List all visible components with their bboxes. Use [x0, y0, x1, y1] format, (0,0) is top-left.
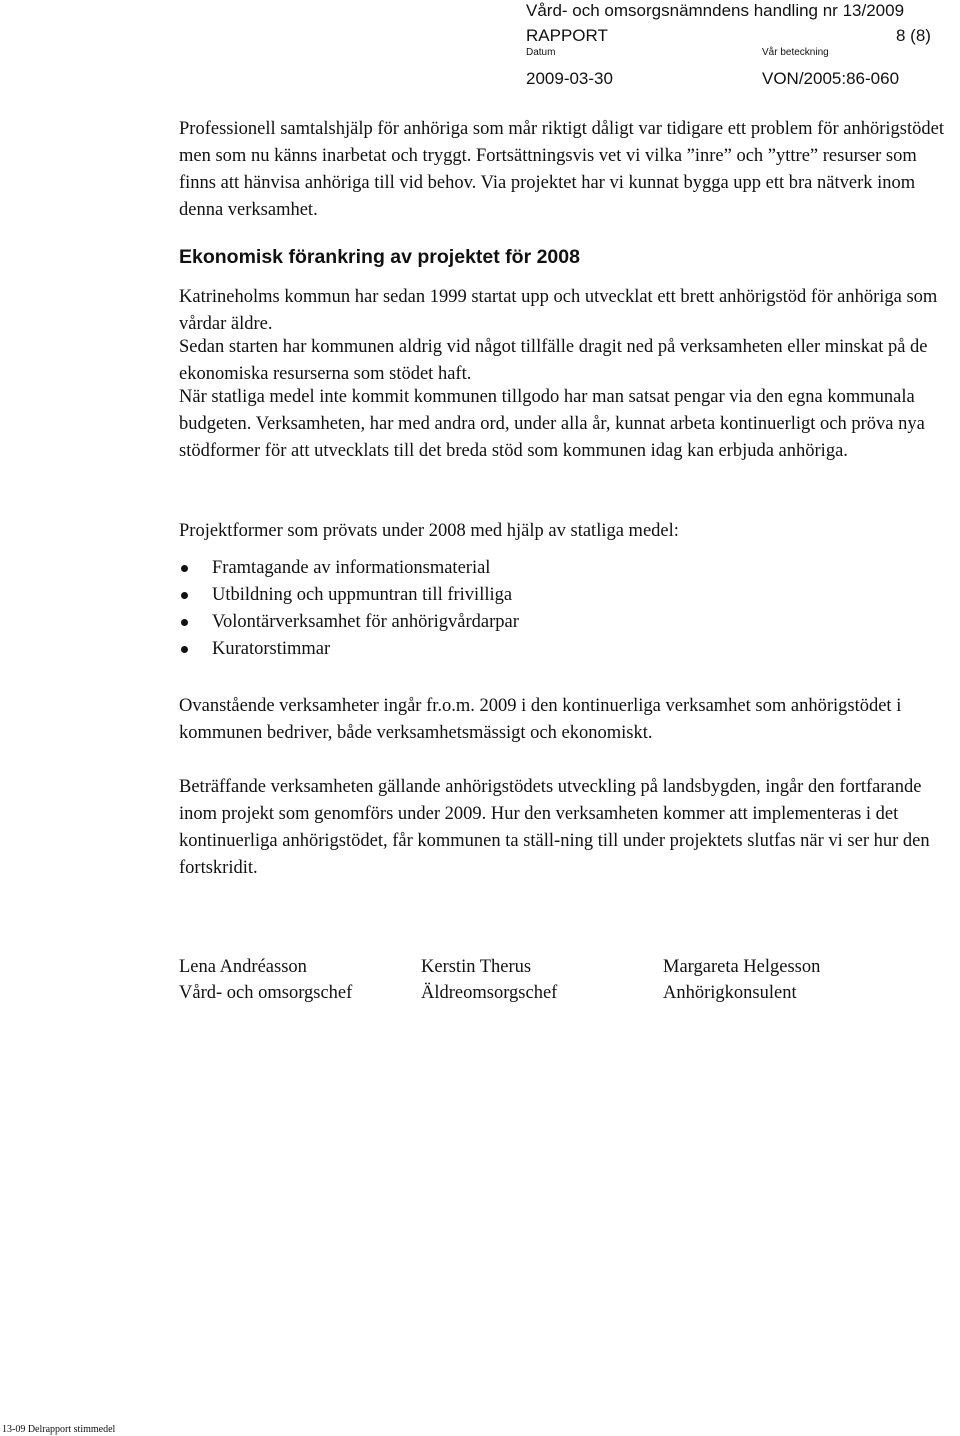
signature-name-1: Lena Andréasson	[179, 957, 307, 977]
signature-name-3: Margareta Helgesson	[663, 957, 821, 977]
page-number: 8 (8)	[896, 26, 931, 45]
projects-intro: Projektformer som prövats under 2008 med hjälp av statliga medel:	[179, 521, 679, 541]
paragraph-rural: Beträffande verksamheten gällande anhörigstödets utveckling på landsbygden, ingår den fortfarande inom projekt som genomförs under 2009. Hur den verksamheten kommer att implementeras i det kontinuerliga anhörigstödet, får kommunen ta ställ-ning till under projektets slutfas när vi ser hur den fortskridit.	[179, 777, 930, 878]
list-item-label: Kuratorstimmar	[212, 639, 331, 659]
signature-title-2: Äldreomsorgschef	[421, 983, 558, 1003]
document-type: RAPPORT	[526, 26, 608, 45]
reference-label: Vår beteckning	[762, 47, 829, 58]
committee-reference: Vård- och omsorgsnämndens handling nr 13/2009	[526, 1, 905, 20]
list-item-label: Framtagande av informationsmaterial	[212, 558, 491, 578]
footer-filename: 13-09 Delrapport stimmedel	[2, 1424, 116, 1435]
list-item	[179, 555, 519, 582]
bullet-icon	[181, 619, 188, 626]
list-item-label: Utbildning och uppmuntran till frivilliga	[212, 585, 513, 605]
date-label: Datum	[526, 47, 556, 58]
list-item-label: Volontärverksamhet för anhörigvårdarpar	[212, 612, 519, 632]
paragraph-continuing: Ovanstående verksamheter ingår fr.o.m. 2009 i den kontinuerliga verksamhet som anhörigstödet i kommunen bedriver, både verksamhetsmässigt och ekonomiskt.	[179, 696, 902, 743]
list-item	[179, 582, 519, 609]
paragraph-history: Katrineholms kommun har sedan 1999 startat upp och utvecklat ett brett anhörigstöd för anhöriga som vårdar äldre.	[179, 287, 938, 334]
paragraph-funding: Sedan starten har kommunen aldrig vid något tillfälle dragit ned på verksamheten eller minskat på de ekonomiska resurserna som stödet haft.	[179, 337, 928, 384]
bullet-icon	[181, 592, 188, 599]
bullet-icon	[181, 565, 188, 572]
reference-value: VON/2005:86-060	[762, 69, 900, 88]
signature-name-2: Kerstin Therus	[421, 957, 532, 977]
intro-paragraph: Professionell samtalshjälp för anhöriga som mår riktigt dåligt var tidigare ett problem för anhörigstödet men som nu känns inarbetat och tryggt. Fortsättningsvis vet vi vilka ”inre” och ”yttre” resurser som finns att hänvisa anhöriga till vid behov. Via projektet har vi kunnat bygga upp ett bra nätverk inom denna verksamhet.	[179, 119, 944, 220]
list-item	[179, 609, 519, 636]
bullet-icon	[181, 646, 188, 653]
date-value: 2009-03-30	[526, 69, 613, 88]
section-heading: Ekonomisk förankring av projektet för 2008	[179, 246, 580, 268]
signature-title-3: Anhörigkonsulent	[663, 983, 797, 1003]
list-item	[179, 636, 519, 663]
paragraph-budget: När statliga medel inte kommit kommunen tillgodo har man satsat pengar via den egna kommunala budgeten. Verksamheten, har med andra ord, under alla år, kunnat arbeta kontinuerligt och pröva nya stödformer för att utvecklats till det breda stöd som kommunen idag kan erbjuda anhöriga.	[179, 387, 925, 461]
project-list	[179, 555, 519, 663]
signature-title-1: Vård- och omsorgschef	[179, 983, 353, 1003]
